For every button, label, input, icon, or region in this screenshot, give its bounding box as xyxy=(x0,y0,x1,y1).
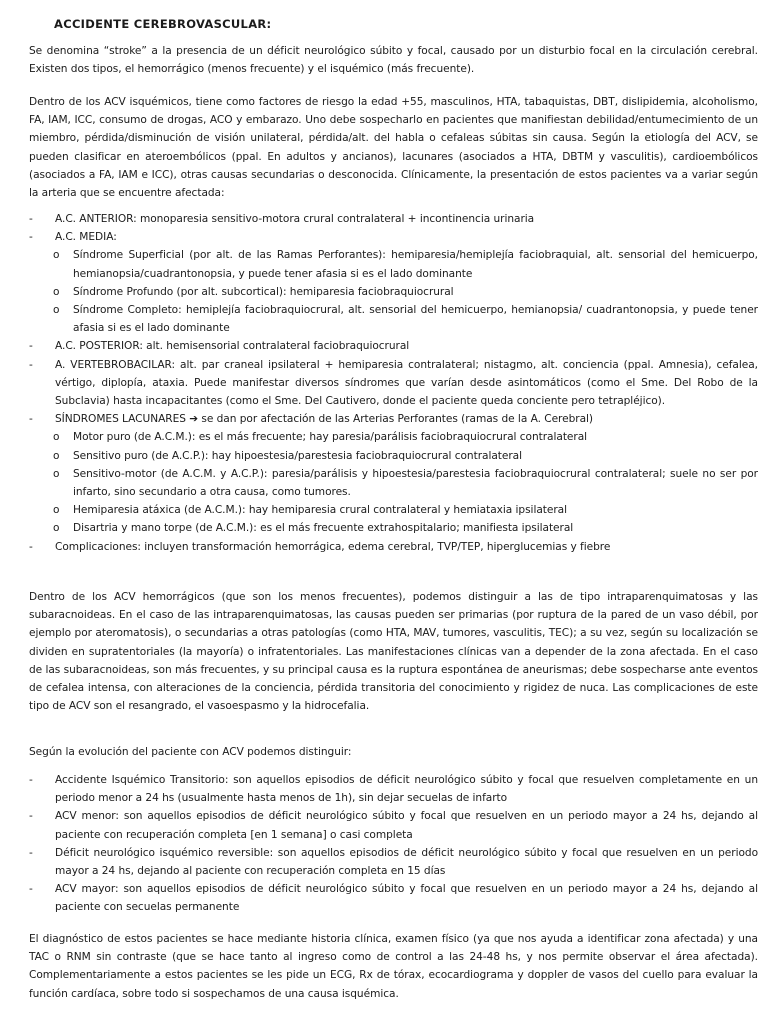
dash-bullet: - xyxy=(29,846,33,859)
list-item: - Accidente Isquémico Transitorio: son aquellos episodios de déficit neurológico súbito y focal que resuelven completamente en un periodo menor a 24 hs (usualmente hasta menos de 1h), sin dejar secuelas de infarto xyxy=(29,771,758,807)
dash-bullet: - xyxy=(29,413,33,426)
hemorragicos-paragraph: Dentro de los ACV hemorrágicos (que son los menos frecuentes), podemos distinguir a las de tipo intraparenquimatosas y las subaracnoideas. En el caso de las intraparenquimatosas, las causas pueden ser primarias (por ruptura de la pared de un vaso débil, por ejemplo por ateromatosis), o secundarias a otras patologías (como HTA, MAV, tumores, vasculitis, TEC); a su vez, según su localización se dividen en supratentoriales (la mayoría) o infratentoriales. Las manifestaciones clínicas van a depender de la zona afectada. En el caso de las subaracnoideas, son más frecuentes, y su principal causa es la ruptura espontánea de aneurismas; debe sospecharse ante eventos de cefalea intensa, con alteraciones de la conciencia, pérdida transitoria del conocimiento y rigidez de nuca. Las complicaciones de este tipo de ACV son el resangrado, el vasoespasmo y la hidrocefalia. xyxy=(29,591,758,713)
list-item: - Complicaciones: incluyen transformación hemorrágica, edema cerebral, TVP/TEP, hiperglucemias y fiebre xyxy=(29,538,758,556)
dash-bullet: - xyxy=(29,358,33,371)
arterias-list xyxy=(29,210,758,556)
dash-bullet: - xyxy=(29,774,33,786)
circle-bullet: o xyxy=(53,522,60,535)
sub-list-item: o Hemiparesia atáxica (de A.C.M.): hay hemiparesia crural contralateral y hemiataxia ipsilateral xyxy=(29,501,758,519)
evolucion-list xyxy=(29,771,758,917)
dash-bullet: - xyxy=(29,810,33,823)
page-title: ACCIDENTE CEREBROVASCULAR: xyxy=(54,17,272,31)
list-item: - SÍNDROMES LACUNARES ➔ se dan por afectación de las Arterias Perforantes (ramas de la A. Cerebral) xyxy=(29,410,758,428)
dash-bullet: - xyxy=(29,231,33,244)
list-item: - A.C. MEDIA: xyxy=(29,228,758,246)
sub-list-item: o Motor puro (de A.C.M.): es el más frecuente; hay paresia/parálisis faciobraquiocrural contralateral xyxy=(29,428,758,446)
circle-bullet: o xyxy=(53,467,60,480)
circle-bullet: o xyxy=(53,285,60,298)
hemorragicos-block xyxy=(29,588,758,715)
circle-bullet: o xyxy=(53,304,60,317)
diagnostico-paragraph: El diagnóstico de estos pacientes se hace mediante historia clínica, examen físico (ya que nos ayuda a identificar zona afectada) y una TAC o RNM sin contraste (que se hace tanto al ingreso como de control a las 24-48 hs, y nos permite observar el área afectada). Complementariamente a estos pacientes se les pide un ECG, Rx de tórax, ecocardiograma y doppler de vasos del cuello para evaluar la función cardíaca, sobre todo si sospechamos de una causa isquémica. xyxy=(29,933,758,1000)
sub-list-item: o Síndrome Profundo (por alt. subcortical): hemiparesia faciobraquiocrural xyxy=(29,283,758,301)
list-item: - ACV menor: son aquellos episodios de déficit neurológico súbito y focal que resuelven en un periodo mayor a 24 hs, dejando al paciente con recuperación completa [en 1 semana] o casi completa xyxy=(29,807,758,843)
list-item: - Déficit neurológico isquémico reversible: son aquellos episodios de déficit neurológico súbito y focal que resuelven en un periodo mayor a 24 hs, dejando al paciente con recuperación completa en 15 días xyxy=(29,844,758,880)
diagnostico-block xyxy=(29,930,758,1003)
sub-list-item: o Sensitivo puro (de A.C.P.): hay hipoestesia/parestesia faciobraquiocrural contralateral xyxy=(29,447,758,465)
evolucion-block xyxy=(29,743,758,761)
intro-paragraph: Se denomina “stroke” a la presencia de un déficit neurológico súbito y focal, causado por un disturbio focal en la circulación cerebral. Existen dos tipos, el hemorrágico (menos frecuente) y el isquémico (más frecuente). xyxy=(29,45,758,76)
isquemicos-paragraph: Dentro de los ACV isquémicos, tiene como factores de riesgo la edad +55, masculinos, HTA, tabaquistas, DBT, dislipidemia, alcoholismo, FA, IAM, ICC, consumo de drogas, ACO y embarazo. Uno debe sospecharlo en pacientes que manifiestan debilidad/entumecimiento de un miembro, pérdida/disminución de visión unilateral, pérdida/alt. del habla o cefaleas súbitas sin causa. Según la etiología del ACV, se pueden clasificar en ateroembólicos (ppal. En adultos y ancianos), lacunares (asociados a HTA, DBTM y vasculitis), cardioembólicos (asociados a FA, IAM e ICC), otras causas secundarias o desconocida. Clínicamente, la presentación de estos pacientes va a variar según la arteria que se encuentre afectada: xyxy=(29,96,758,200)
evolucion-paragraph: Según la evolución del paciente con ACV podemos distinguir: xyxy=(29,746,352,758)
isquemicos-block xyxy=(29,93,758,202)
sub-list-item: o Síndrome Superficial (por alt. de las Ramas Perforantes): hemiparesia/hemiplejía faciobraquial, alt. sensorial del hemicuerpo, hemianopsia/cuadrantonopsia, y puede tener afasia si es el lado dominante xyxy=(29,246,758,282)
dash-bullet: - xyxy=(29,340,33,353)
circle-bullet: o xyxy=(53,431,60,444)
dash-bullet: - xyxy=(29,883,33,896)
sub-list-item: o Sensitivo-motor (de A.C.M. y A.C.P.): paresia/parálisis y hipoestesia/parestesia faciobraquiocrural contralateral; suele no ser por infarto, sino secundario a otra causa, como tumores. xyxy=(29,465,758,501)
list-item: - ACV mayor: son aquellos episodios de déficit neurológico súbito y focal que resuelven en un periodo mayor a 24 hs, dejando al paciente con secuelas permanente xyxy=(29,880,758,916)
dash-bullet: - xyxy=(29,213,33,225)
circle-bullet: o xyxy=(53,449,60,462)
list-item: - A.C. ANTERIOR: monoparesia sensitivo-motora crural contralateral + incontinencia urinaria xyxy=(29,210,758,228)
list-item: - A.C. POSTERIOR: alt. hemisensorial contralateral faciobraquiocrural xyxy=(29,337,758,355)
circle-bullet: o xyxy=(53,249,60,262)
dash-bullet: - xyxy=(29,540,33,553)
sub-list-item: o Disartria y mano torpe (de A.C.M.): es el más frecuente extrahospitalario; manifiesta ipsilateral xyxy=(29,519,758,537)
intro-block xyxy=(29,42,758,78)
list-item: - A. VERTEBROBACILAR: alt. par craneal ipsilateral + hemiparesia contralateral; nistagmo, alt. conciencia (ppal. Amnesia), cefalea, vértigo, diplopía, ataxia. Puede manifestar diversos síndromes que varían desde asintomáticos (como el Sme. Del Robo de la Subclavia) hasta incapacitantes (como el Sme. Del Cautivero, donde el paciente queda conciente pero tetrapléjico). xyxy=(29,356,758,411)
sub-list-item: o Síndrome Completo: hemiplejía faciobraquiocrural, alt. sensorial del hemicuerpo, hemianopsia/ cuadrantonopsia, y puede tener afasia si es el lado dominante xyxy=(29,301,758,337)
circle-bullet: o xyxy=(53,504,60,517)
